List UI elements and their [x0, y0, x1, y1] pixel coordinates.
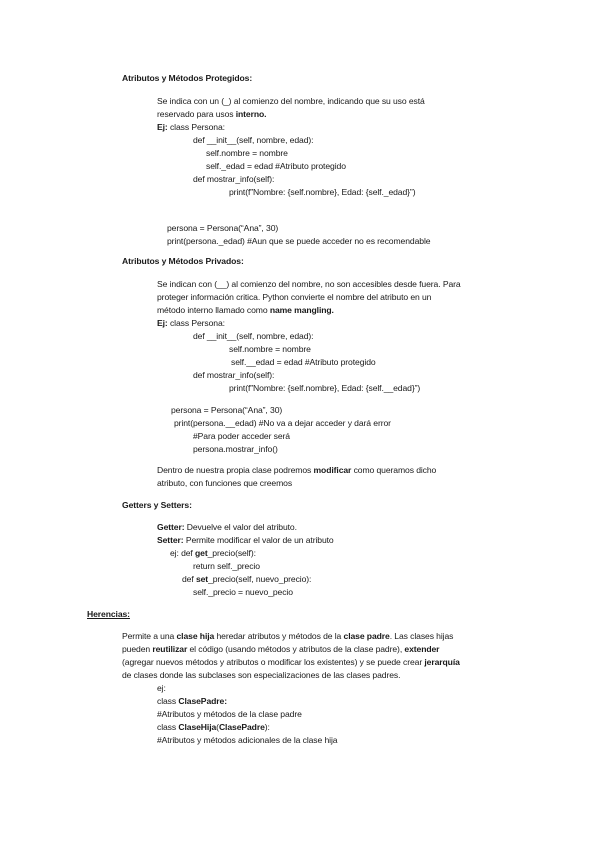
herencias-code-comment-hija: #Atributos y métodos adicionales de la clase hija: [157, 735, 338, 745]
text-run: Devuelve el valor del atributo.: [184, 522, 297, 532]
text-run: reservado para usos: [157, 109, 236, 119]
getset-code-set-def: [182, 575, 311, 584]
text-run: (: [216, 722, 219, 732]
text-run: Permite modificar el valor de un atributo: [183, 535, 334, 545]
herencias-para-line-4: de clases donde las subclases son especializaciones de las clases padres.: [122, 670, 401, 680]
text-run: heredar atributos y métodos de la: [214, 631, 344, 641]
text-run: class: [157, 696, 179, 706]
privados-desc-line-1: Se indican con (__) al comienzo del nombre, no son accesibles desde fuera. Para: [157, 279, 461, 289]
herencias-code-comment-padre: #Atributos y métodos de la clase padre: [157, 709, 302, 719]
getter-label: Getter:: [157, 522, 185, 532]
text-run: _precio(self, nuevo_precio):: [208, 574, 312, 584]
text-run: def: [182, 574, 196, 584]
protegidos-desc-line-1: Se indica con un (_) al comienzo del nombre, indicando que su uso está: [157, 96, 425, 106]
bold-text: ClasePadre: [218, 722, 265, 732]
privados-code-nombre: self.nombre = nombre: [229, 344, 311, 354]
herencias-example-label: ej:: [157, 683, 166, 693]
code-text: class Persona:: [167, 122, 225, 132]
herencias-code-class-padre: [157, 697, 227, 706]
protegidos-desc-line-2: [157, 110, 266, 119]
bold-text: reutilizar: [152, 644, 188, 654]
protegidos-example-class: [157, 123, 225, 132]
text-run: el código (usando métodos y atributos de la clase padre),: [187, 644, 405, 654]
protegidos-code-print: print(f”Nombre: {self.nombre}, Edad: {self._edad}”): [229, 187, 416, 197]
protegidos-code-obj: persona = Persona(“Ana”, 30): [167, 223, 279, 233]
herencias-para-line-2: [122, 645, 439, 654]
bold-text: modificar: [313, 465, 352, 475]
protegidos-code-edad: self._edad = edad #Atributo protegido: [206, 161, 346, 171]
privados-code-comment: #Para poder acceder será: [193, 431, 290, 441]
getset-code-get-def: [170, 549, 256, 558]
privados-code-print: print(f”Nombre: {self.nombre}, Edad: {self.__edad}”): [229, 383, 421, 393]
code-text: class Persona:: [167, 318, 225, 328]
privados-outro-line-2: atributo, con funciones que creemos: [157, 478, 293, 488]
privados-desc-line-3: [157, 306, 334, 315]
privados-code-call: persona.mostrar_info(): [193, 444, 278, 454]
herencias-para-line-1: [122, 632, 453, 641]
text-run: _precio(self):: [207, 548, 256, 558]
herencias-para-line-3: [122, 658, 460, 667]
heading-privados: Atributos y Métodos Privados:: [122, 256, 244, 266]
getset-code-return: return self._precio: [193, 561, 260, 571]
heading-herencias: Herencias:: [87, 609, 130, 619]
bold-text: name mangling.: [269, 305, 334, 315]
getter-definition: [157, 523, 297, 532]
setter-label: Setter:: [157, 535, 184, 545]
protegidos-code-access: print(persona._edad) #Aun que se puede acceder no es recomendable: [167, 236, 431, 246]
text-run: como queramos dicho: [351, 465, 437, 475]
protegidos-code-nombre: self.nombre = nombre: [206, 148, 288, 158]
example-label: Ej:: [157, 318, 168, 328]
heading-getters-setters: Getters y Setters:: [122, 500, 192, 510]
setter-definition: [157, 536, 334, 545]
text-run: Dentro de nuestra propia clase podremos: [157, 465, 314, 475]
example-label: Ej:: [157, 122, 168, 132]
privados-code-mostrar: def mostrar_info(self):: [193, 370, 275, 380]
bold-text: clase padre: [343, 631, 390, 641]
bold-text: jerarquía: [424, 657, 460, 667]
bold-text: set: [195, 574, 209, 584]
protegidos-code-init: def __init__(self, nombre, edad):: [193, 135, 314, 145]
bold-text: ClasePadre:: [178, 696, 227, 706]
privados-desc-line-2: proteger información critica. Python convierte el nombre del atributo en un: [157, 292, 432, 302]
privados-outro-line-1: [157, 466, 436, 475]
privados-code-init: def __init__(self, nombre, edad):: [193, 331, 314, 341]
privados-code-obj: persona = Persona(“Ana”, 30): [171, 405, 283, 415]
herencias-code-class-hija: [157, 723, 270, 732]
text-run: class: [157, 722, 179, 732]
text-run: (agregar nuevos métodos y atributos o modificar los existentes) y se puede crear: [122, 657, 425, 667]
text-run: ej: def: [170, 548, 195, 558]
bold-text: interno.: [235, 109, 267, 119]
privados-code-edad: self.__edad = edad #Atributo protegido: [231, 357, 376, 367]
privados-example-class: [157, 319, 225, 328]
protegidos-code-mostrar: def mostrar_info(self):: [193, 174, 275, 184]
text-run: Permite a una: [122, 631, 177, 641]
text-run: ):: [264, 722, 270, 732]
heading-protegidos: Atributos y Métodos Protegidos:: [122, 73, 253, 83]
bold-text: get: [195, 548, 208, 558]
bold-text: clase hija: [176, 631, 215, 641]
bold-text: ClaseHija: [178, 722, 217, 732]
text-run: . Las clases hijas: [389, 631, 454, 641]
text-run: método interno llamado como: [157, 305, 270, 315]
text-run: pueden: [122, 644, 153, 654]
bold-text: extender: [404, 644, 440, 654]
privados-code-access: print(persona.__edad) #No va a dejar acceder y dará error: [174, 418, 391, 428]
getset-code-assign: self._precio = nuevo_pecio: [193, 587, 293, 597]
